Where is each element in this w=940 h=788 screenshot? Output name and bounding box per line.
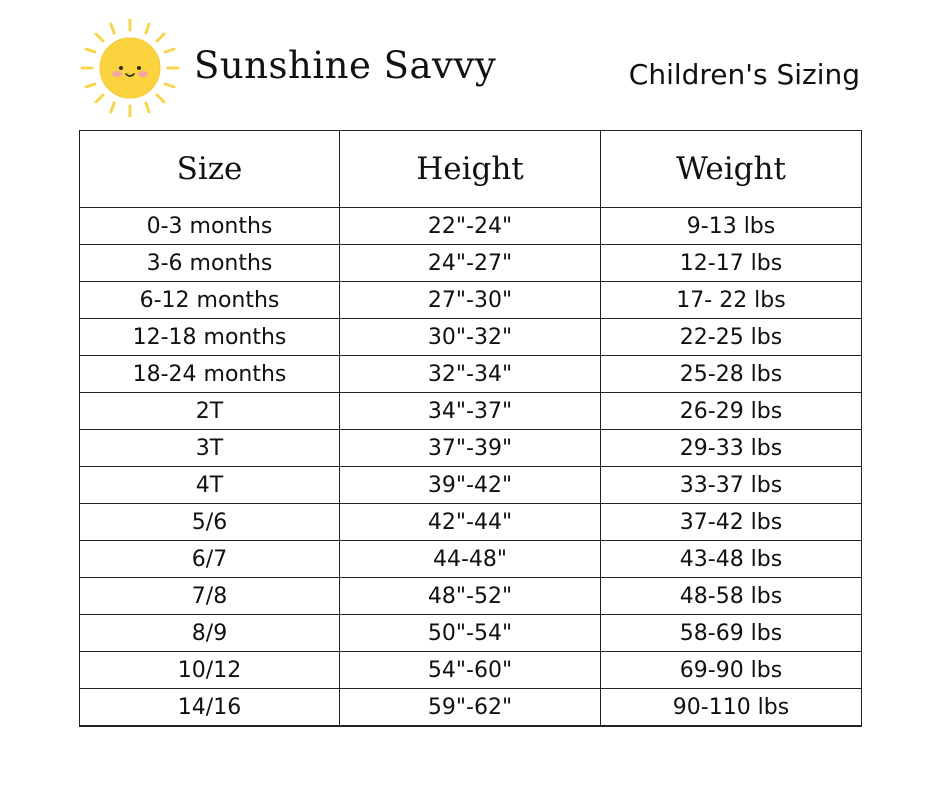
size-cell: 0-3 months — [80, 208, 340, 245]
size-cell: 3T — [80, 430, 340, 467]
height-cell: 22"-24" — [340, 208, 601, 245]
height-cell: 44-48" — [340, 541, 601, 578]
size-cell: 12-18 months — [80, 319, 340, 356]
weight-cell: 9-13 lbs — [601, 208, 862, 245]
weight-cell: 58-69 lbs — [601, 615, 862, 652]
table-row — [80, 393, 862, 430]
weight-cell: 29-33 lbs — [601, 430, 862, 467]
sizing-table — [79, 130, 862, 727]
height-cell: 54"-60" — [340, 652, 601, 689]
size-cell: 6/7 — [80, 541, 340, 578]
table-row — [80, 578, 862, 615]
height-cell: 37"-39" — [340, 430, 601, 467]
size-cell: 5/6 — [80, 504, 340, 541]
weight-cell: 17- 22 lbs — [601, 282, 862, 319]
left-cheek — [112, 71, 122, 77]
left-eye — [119, 66, 123, 70]
weight-cell: 26-29 lbs — [601, 393, 862, 430]
height-cell: 30"-32" — [340, 319, 601, 356]
height-cell: 42"-44" — [340, 504, 601, 541]
table-row — [80, 208, 862, 245]
height-cell: 39"-42" — [340, 467, 601, 504]
table-row — [80, 430, 862, 467]
table-row — [80, 282, 862, 319]
table-header-row — [80, 131, 862, 208]
table-row — [80, 541, 862, 578]
size-cell: 3-6 months — [80, 245, 340, 282]
weight-cell: 33-37 lbs — [601, 467, 862, 504]
weight-cell: 22-25 lbs — [601, 319, 862, 356]
size-cell: 10/12 — [80, 652, 340, 689]
weight-cell: 37-42 lbs — [601, 504, 862, 541]
height-cell: 32"-34" — [340, 356, 601, 393]
weight-cell: 12-17 lbs — [601, 245, 862, 282]
weight-cell: 25-28 lbs — [601, 356, 862, 393]
size-cell: 18-24 months — [80, 356, 340, 393]
right-cheek — [138, 71, 148, 77]
table-row — [80, 467, 862, 504]
size-cell: 8/9 — [80, 615, 340, 652]
weight-cell: 48-58 lbs — [601, 578, 862, 615]
table-row — [80, 504, 862, 541]
table-row — [80, 615, 862, 652]
sun-icon — [78, 16, 182, 120]
column-header-height: Height — [340, 131, 601, 208]
table-row — [80, 356, 862, 393]
size-cell: 7/8 — [80, 578, 340, 615]
height-cell: 48"-52" — [340, 578, 601, 615]
height-cell: 59"-62" — [340, 689, 601, 727]
table-row — [80, 245, 862, 282]
weight-cell: 43-48 lbs — [601, 541, 862, 578]
table-row — [80, 319, 862, 356]
table-row — [80, 652, 862, 689]
height-cell: 24"-27" — [340, 245, 601, 282]
height-cell: 27"-30" — [340, 282, 601, 319]
table-row — [80, 689, 862, 727]
size-cell: 14/16 — [80, 689, 340, 727]
height-cell: 50"-54" — [340, 615, 601, 652]
column-header-size: Size — [80, 131, 340, 208]
page-title: Children's Sizing — [628, 58, 860, 91]
height-cell: 34"-37" — [340, 393, 601, 430]
weight-cell: 69-90 lbs — [601, 652, 862, 689]
size-cell: 4T — [80, 467, 340, 504]
size-cell: 6-12 months — [80, 282, 340, 319]
brand-name: Sunshine Savvy — [194, 44, 497, 87]
size-cell: 2T — [80, 393, 340, 430]
column-header-weight: Weight — [601, 131, 862, 208]
right-eye — [137, 66, 141, 70]
weight-cell: 90-110 lbs — [601, 689, 862, 727]
